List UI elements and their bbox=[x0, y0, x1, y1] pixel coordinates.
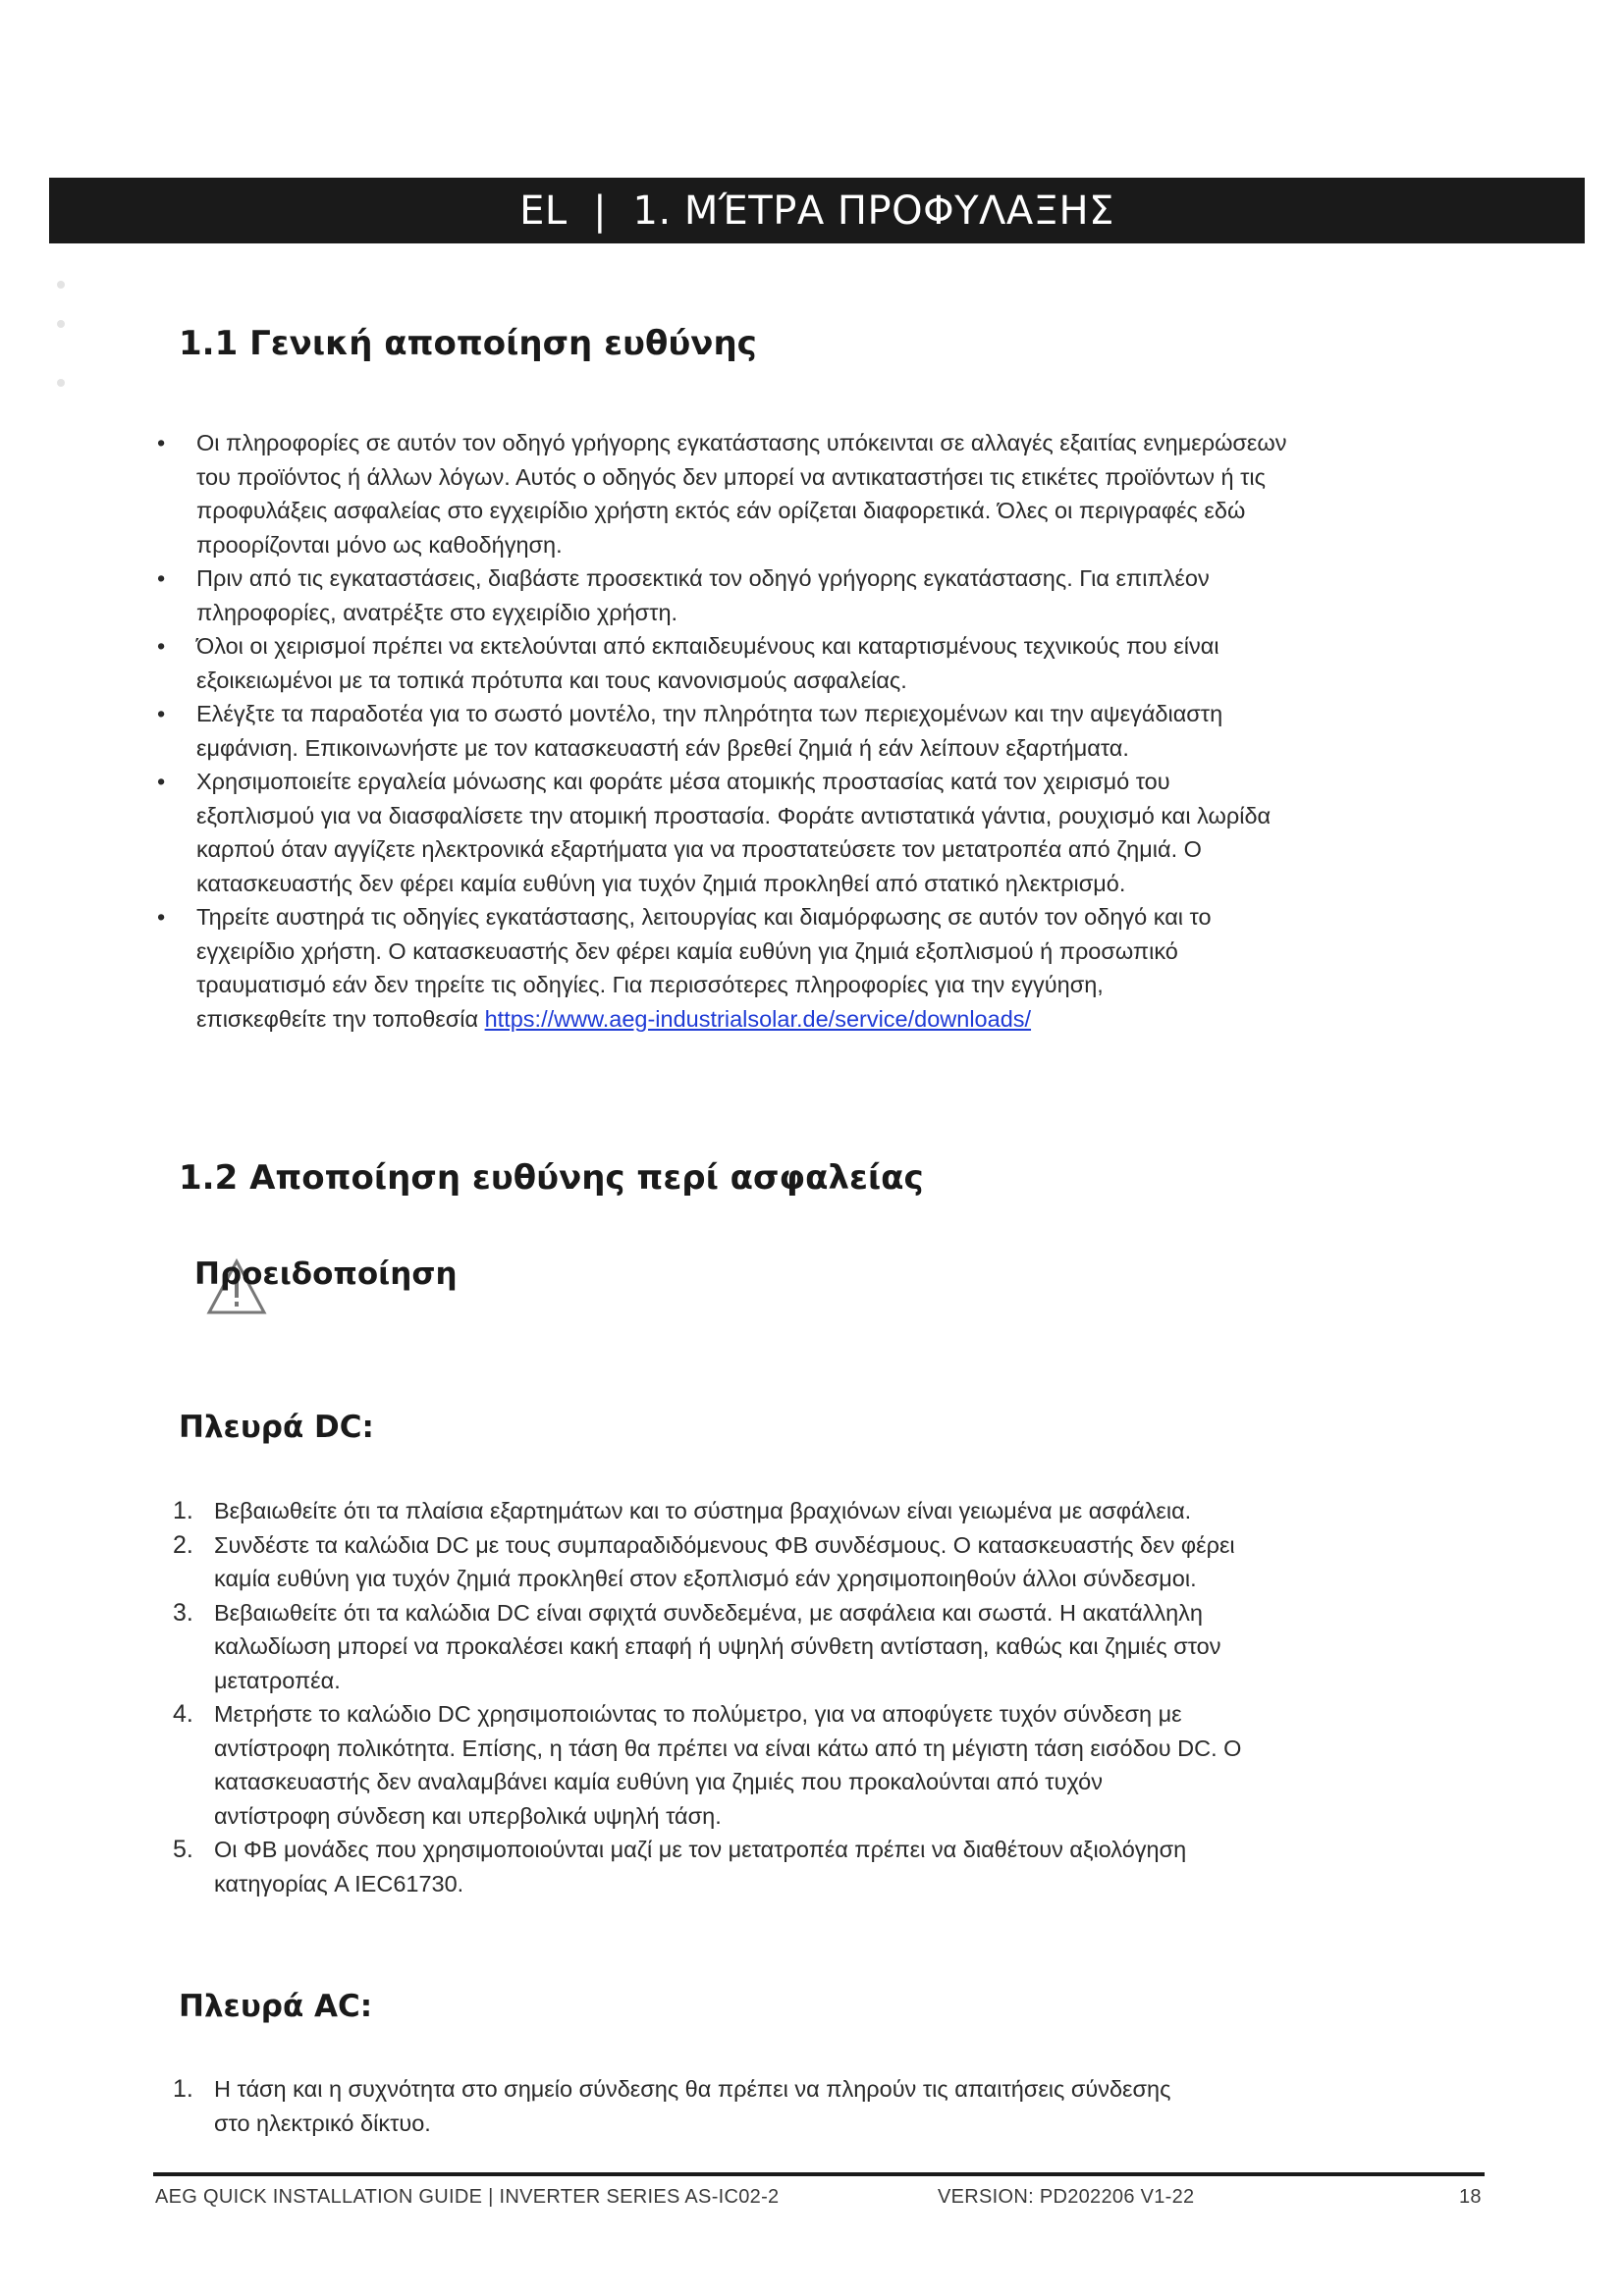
numbered-item bbox=[173, 1528, 1410, 1596]
footer-divider bbox=[153, 2172, 1485, 2176]
text-line: εγχειρίδιο χρήστη. Ο κατασκευαστής δεν φέρει καμία ευθύνη για ζημιά εξοπλισμού ή προσωπικό bbox=[196, 937, 1178, 964]
numbered-item bbox=[173, 1494, 1410, 1528]
footer-guide-title: AEG QUICK INSTALLATION GUIDE | INVERTER SERIES AS-IC02-2 bbox=[155, 2186, 780, 2208]
item-number: 3. bbox=[173, 1598, 193, 1627]
text-line: • Όλοι οι χειρισμοί πρέπει να εκτελούνται από εκπαιδευμένους και καταρτισμένους τεχνικούς που είναι bbox=[196, 633, 1219, 659]
text-line: μετατροπέα. bbox=[214, 1667, 341, 1693]
text-line: εμφάνιση. Επικοινωνήστε με τον κατασκευαστή εάν βρεθεί ζημιά ή εάν λείπουν εξαρτήματα. bbox=[196, 734, 1129, 761]
numbered-item bbox=[173, 2072, 1410, 2140]
bullet-item bbox=[155, 765, 1502, 900]
bullet-item bbox=[155, 629, 1502, 697]
section-heading-1-2: 1.2 Αποποίηση ευθύνης περί ασφαλείας bbox=[179, 1158, 924, 1198]
bullet-item bbox=[155, 697, 1502, 765]
text-line: • Τηρείτε αυστηρά τις οδηγίες εγκατάστασης, λειτουργίας και διαμόρφωσης σε αυτόν τον οδηγό και το bbox=[196, 904, 1212, 930]
text-line: • Ελέγξτε τα παραδοτέα για το σωστό μοντέλο, την πληρότητα των περιεχομένων και την αψεγάδιαστη bbox=[196, 701, 1223, 726]
text-line: πληροφορίες, ανατρέξτε στο εγχειρίδιο χρήστη. bbox=[196, 599, 678, 625]
text-line: εξοπλισμού για να διασφαλίσετε την ατομική προστασία. Φοράτε αντιστατικά γάντια, ρουχισμό και λωρίδα bbox=[196, 802, 1272, 828]
text-line bbox=[196, 1002, 1502, 1037]
link-prefix: επισκεφθείτε την τοποθεσία bbox=[196, 1005, 485, 1032]
numbered-item bbox=[173, 1833, 1410, 1900]
text-line: προφυλάξεις ασφαλείας στο εγχειρίδιο χρήστη εκτός εάν ορίζεται διαφορετικά. Όλες οι περιγραφές εδώ bbox=[196, 498, 1246, 523]
text-line: Οι ΦΒ μονάδες που χρησιμοποιούνται μαζί με τον μετατροπέα πρέπει να διαθέτουν αξιολόγηση bbox=[214, 1837, 1187, 1862]
text-line: εξοικειωμένοι με τα τοπικά πρότυπα και τους κανονισμούς ασφαλείας. bbox=[196, 667, 907, 693]
text-line: Βεβαιωθείτε ότι τα καλώδια DC είναι σφιχτά συνδεδεμένα, με ασφάλεια και σωστά. Η ακατάλληλη bbox=[214, 1599, 1204, 1626]
warning-notice bbox=[194, 1249, 744, 1327]
chapter-title: EL | 1. ΜΈΤΡΑ ΠΡΟΦΥΛΑΞΗΣ bbox=[519, 187, 1114, 234]
bullet-item bbox=[155, 900, 1502, 1036]
text-line: τραυματισμό εάν δεν τηρείτε τις οδηγίες. Για περισσότερες πληροφορίες για την εγγύηση, bbox=[196, 972, 1104, 997]
text-line: καρπού όταν αγγίζετε ηλεκτρονικά εξαρτήματα για να προστατεύσετε τον μετατροπέα από ζημιά. Ο bbox=[196, 836, 1202, 862]
scan-mark bbox=[57, 281, 65, 289]
text-line: • Οι πληροφορίες σε αυτόν τον οδηγό γρήγορης εγκατάστασης υπόκεινται σε αλλαγές εξαιτίας ενημερώσεων bbox=[196, 430, 1287, 455]
text-line: Η τάση και η συχνότητα στο σημείο σύνδεσης θα πρέπει να πληρούν τις απαιτήσεις σύνδεσης bbox=[214, 2076, 1171, 2102]
downloads-link[interactable]: https://www.aeg-industrialsolar.de/service/downloads/ bbox=[484, 1005, 1032, 1032]
bullet-item bbox=[155, 561, 1502, 629]
dc-side-list bbox=[173, 1494, 1410, 1900]
scan-mark bbox=[57, 379, 65, 387]
item-number: 2. bbox=[173, 1530, 193, 1559]
text-line: • Χρησιμοποιείτε εργαλεία μόνωσης και φοράτε μέσα ατομικής προστασίας κατά τον χειρισμό του bbox=[196, 769, 1170, 794]
text-line: του προϊόντος ή άλλων λόγων. Αυτός ο οδηγός δεν μπορεί να αντικαταστήσει τις ετικέτες προϊόντων ή τις bbox=[196, 463, 1266, 490]
text-line: κατηγορίας A IEC61730. bbox=[214, 1870, 464, 1896]
numbered-item bbox=[173, 1697, 1410, 1833]
chapter-header-bar bbox=[49, 178, 1585, 243]
item-number: 5. bbox=[173, 1836, 193, 1863]
text-line: Βεβαιωθείτε ότι τα πλαίσια εξαρτημάτων και το σύστημα βραχιόνων είναι γειωμένα με ασφάλεια. bbox=[214, 1498, 1192, 1523]
text-line: Συνδέστε τα καλώδια DC με τους συμπαραδιδόμενους ΦΒ συνδέσμους. Ο κατασκευαστής δεν φέρει bbox=[214, 1531, 1235, 1558]
dc-side-heading: Πλευρά DC: bbox=[179, 1410, 374, 1445]
text-line: καλωδίωση μπορεί να προκαλέσει κακή επαφή ή υψηλή σύνθετη αντίσταση, καθώς και ζημιές στον bbox=[214, 1633, 1221, 1659]
text-line: κατασκευαστής δεν φέρει καμία ευθύνη για τυχόν ζημιά προκληθεί από στατικό ηλεκτρισμό. bbox=[196, 870, 1126, 896]
item-number: 1. bbox=[173, 2075, 193, 2103]
item-number: 4. bbox=[173, 1700, 193, 1728]
numbered-item bbox=[173, 1596, 1410, 1698]
text-line: Μετρήστε το καλώδιο DC χρησιμοποιώντας το πολύμετρο, για να αποφύγετε τυχόν σύνδεση με bbox=[214, 1701, 1182, 1727]
scan-mark bbox=[57, 320, 65, 328]
footer-version: VERSION: PD202206 V1-22 bbox=[938, 2186, 1195, 2208]
ac-side-list bbox=[173, 2072, 1410, 2140]
text-line: κατασκευαστής δεν αναλαμβάνει καμία ευθύνη για ζημιές που προκαλούνται από τυχόν bbox=[214, 1769, 1103, 1794]
text-line: αντίστροφη σύνδεση και υπερβολικά υψηλή τάση. bbox=[214, 1802, 722, 1829]
bullet-item bbox=[155, 426, 1502, 561]
text-line: στο ηλεκτρικό δίκτυο. bbox=[214, 2109, 431, 2136]
text-line: καμία ευθύνη για τυχόν ζημιά προκληθεί στον εξοπλισμό εάν χρησιμοποιηθούν άλλοι σύνδεσμοι. bbox=[214, 1566, 1197, 1591]
text-line: • Πριν από τις εγκαταστάσεις, διαβάστε προσεκτικά τον οδηγό γρήγορης εγκατάστασης. Για επιπλέον bbox=[196, 565, 1210, 591]
ac-side-heading: Πλευρά AC: bbox=[179, 1989, 373, 2024]
item-number: 1. bbox=[173, 1497, 193, 1524]
footer-page-number: 18 bbox=[1459, 2186, 1482, 2208]
section-heading-1-1: 1.1 Γενική αποποίηση ευθύνης bbox=[179, 324, 757, 363]
text-line: αντίστροφη πολικότητα. Επίσης, η τάση θα πρέπει να είναι κάτω από τη μέγιστη τάση εισόδου DC. Ο bbox=[214, 1735, 1242, 1761]
text-line: προορίζονται μόνο ως καθοδήγηση. bbox=[196, 531, 563, 558]
general-disclaimer-list bbox=[155, 426, 1502, 1036]
warning-label: Προειδοποίηση bbox=[194, 1256, 458, 1292]
